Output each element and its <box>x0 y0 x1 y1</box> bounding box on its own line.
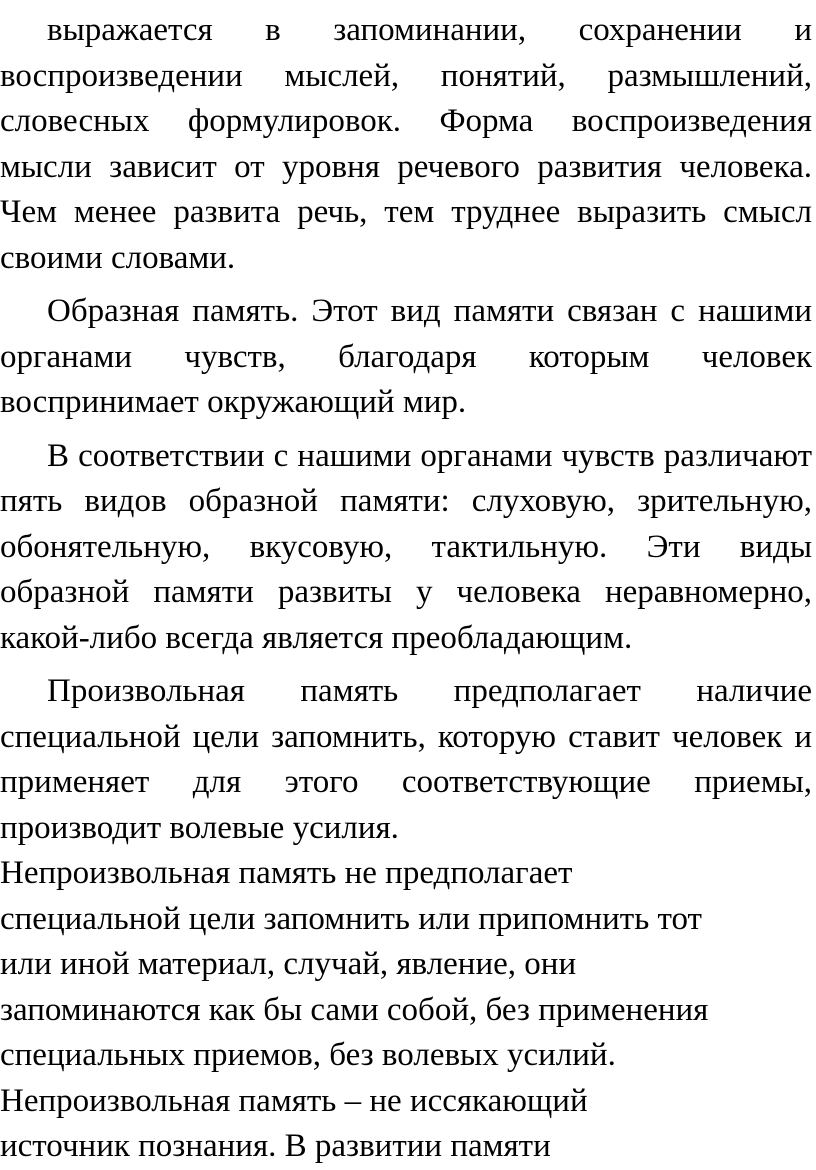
text-line: специальной цели запомнить или припомнить тот <box>0 900 702 937</box>
involuntary-memory-block <box>0 851 812 1170</box>
text-line: Непроизвольная память не предполагает <box>0 855 573 891</box>
text-line: запоминаются как бы сами собой, без применения <box>0 991 709 1028</box>
paragraph-verbal-memory: выражается в запоминании, сохранении и воспроизведении мыслей, понятий, размышлений, словесных формулировок. Форма воспроизведения мысли зависит от уровня речевого развития человека. Чем менее развита речь, тем труднее выразить смысл своими словами. <box>0 12 812 276</box>
text-line: источник познания. В развитии памяти <box>0 1128 551 1164</box>
text-line: специальных приемов, без волевых усилий. <box>0 1037 616 1073</box>
paragraph-senses: В соответствии с нашими органами чувств различают пять видов образной памяти: слуховую, зрительную, обонятельную, вкусовую, тактильную. Эти виды образной памяти развиты у человека неравномерно, какой-либо всегда является преобладающим. <box>0 437 812 656</box>
text-line: Непроизвольная память – не иссякающий <box>0 1082 588 1119</box>
text-line: или иной материал, случай, явление, они <box>0 946 577 982</box>
paragraph-voluntary-memory: Произвольная память предполагает наличие специальной цели запомнить, которую ставит человек и применяет для этого соответствующие приемы, производит волевые усилия. <box>0 673 812 846</box>
paragraph-figurative-memory: Образная память. Этот вид памяти связан с нашими органами чувств, благодаря которым человек воспринимает окружающий мир. <box>0 293 812 420</box>
document-page <box>0 8 812 1170</box>
